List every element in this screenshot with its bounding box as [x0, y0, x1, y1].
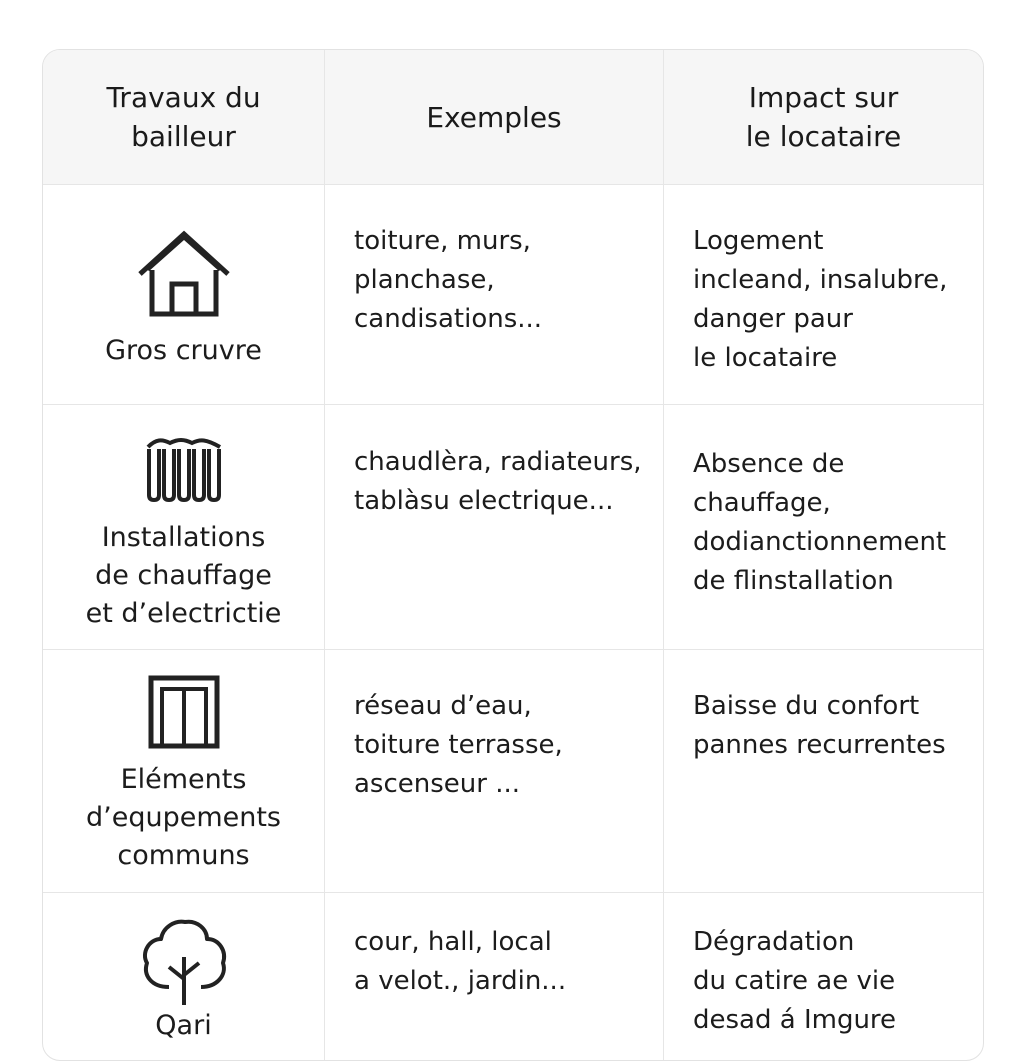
row-label-cell [43, 893, 325, 1061]
row-label: Gros cruvre [105, 335, 262, 366]
header-examples: Exemples [325, 50, 664, 184]
row-examples: chaudlèra, radiateurs, tablàsu electrique... [325, 405, 664, 649]
table-row [43, 893, 983, 1061]
row-impact: Absence de chauffage, dodianctionnement de flinstallation [693, 449, 947, 596]
table-row [43, 185, 983, 405]
row-examples: réseau d’eau, toiture terrasse, ascenseur ... [325, 650, 664, 892]
tree-icon [139, 917, 229, 1007]
table-header-row [43, 50, 983, 185]
row-label-cell [43, 650, 325, 892]
header-impact: Impact sur le locataire [745, 81, 902, 153]
row-impact: Dégradation du catire ae vie desad á Imgure [693, 927, 897, 1035]
row-examples: toiture, murs, planchase, candisations... [325, 185, 664, 404]
header-works: Travaux du bailleur [43, 50, 325, 184]
row-label-cell [43, 185, 325, 404]
radiator-icon [144, 437, 224, 503]
table-row [43, 405, 983, 650]
table-row [43, 650, 983, 893]
row-impact: Baisse du confort pannes recurrentes [693, 691, 946, 760]
row-examples: cour, hall, local a velot., jardin... [325, 893, 664, 1061]
row-label: Eléments d’equpements communs [85, 764, 281, 871]
works-table [42, 49, 984, 1061]
row-label-cell [43, 405, 325, 649]
house-icon [134, 230, 234, 320]
row-label: Qari [155, 1010, 212, 1041]
row-label: Installations de chauffage et d’electrictie [85, 522, 282, 629]
elevator-icon [148, 675, 220, 749]
row-impact: Logement incleand, insalubre, danger paur le locataire [693, 226, 948, 373]
